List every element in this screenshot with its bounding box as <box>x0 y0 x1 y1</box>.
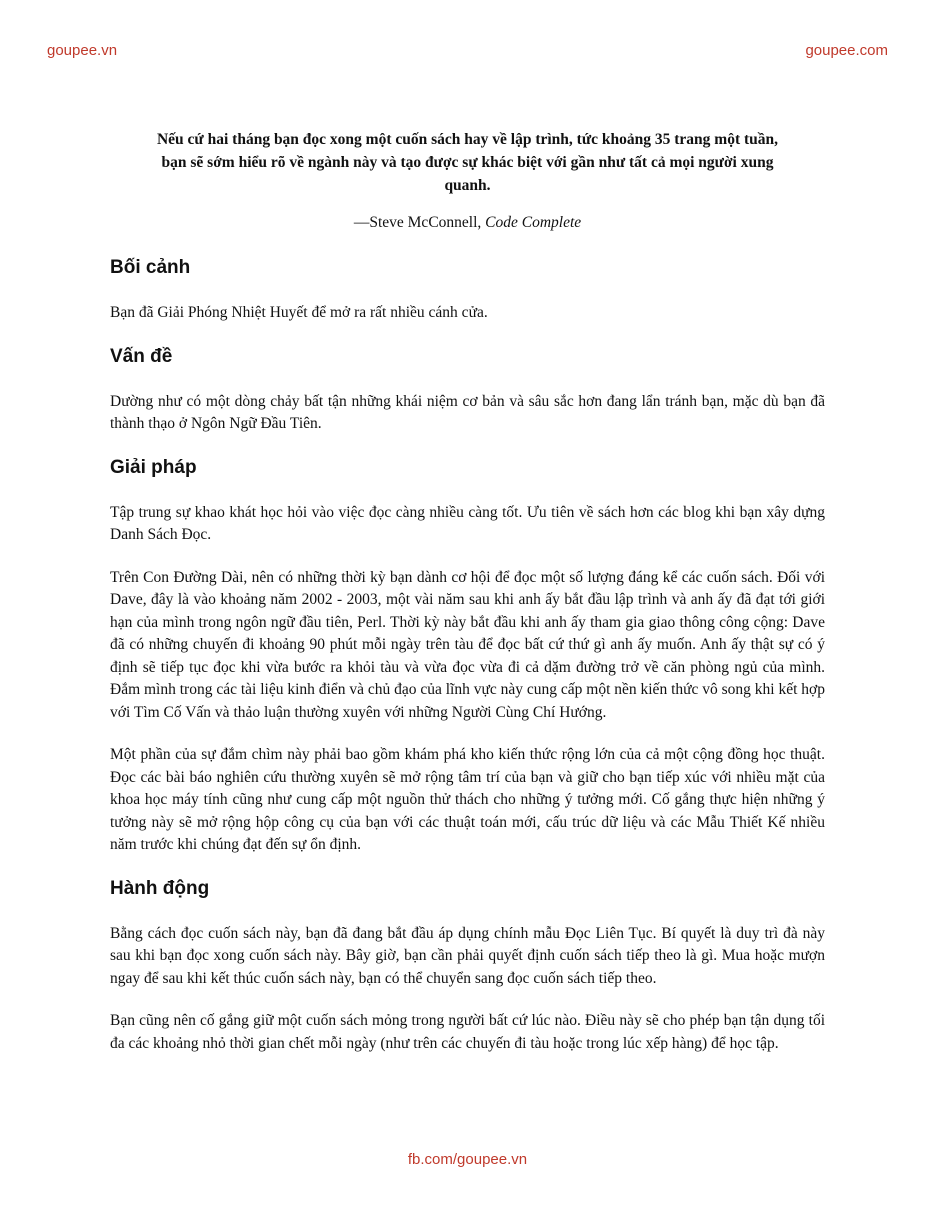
paragraph: Dường như có một dòng chảy bất tận những khái niệm cơ bản và sâu sắc hơn đang lẩn tránh bạn, mặc dù bạn đã thành thạo ở Ngôn Ngữ Đầu Tiên. <box>110 392 825 432</box>
paragraph: Bằng cách đọc cuốn sách này, bạn đã đang bắt đầu áp dụng chính mẫu Đọc Liên Tục. Bí quyết là duy trì đà này sau khi bạn đọc xong cuốn sách này. Bây giờ, bạn cần phải quyết định cuốn sách tiếp theo là gì. Mua hoặc mượn ngay để sau khi kết thúc cuốn sách này, bạn có thể chuyển sang đọc cuốn sách tiếp theo. <box>110 924 825 987</box>
main-content <box>110 256 825 1075</box>
paragraph: Trên Con Đường Dài, nên có những thời kỳ bạn dành cơ hội để đọc một số lượng đáng kể các cuốn sách. Đối với Dave, đây là vào khoảng năm 2002 - 2003, một vài năm sau khi anh ấy bắt đầu lập trình và anh ấy đã đạt tới giới hạn của mình trong ngôn ngữ đầu tiên, Perl. Thời kỳ này bắt đầu khi anh ấy tham gia giao thông công cộng: Dave đã có những chuyến đi khoảng 90 phút mỗi ngày trên tàu để đọc bất cứ thứ gì anh ấy muốn. Anh ấy thật sự có ý định sẽ tiếp tục đọc khi vừa bước ra khỏi tàu và vừa đọc vừa đi cả dặm đường trở về căn phòng ngủ của mình. Đắm mình trong các tài liệu kinh điển và chủ đạo của lĩnh vực này cung cấp một nền kiến thức vô song khi kết hợp với Tìm Cố Vấn và thảo luận thường xuyên với những Người Cùng Chí Hướng. <box>110 568 825 721</box>
section-heading: Bối cảnh <box>110 257 191 278</box>
section-solution <box>110 456 825 857</box>
section-heading: Vấn đề <box>110 345 173 367</box>
epigraph-quote: Nếu cứ hai tháng bạn đọc xong một cuốn sách hay về lập trình, tức khoảng 35 trang một tuần, bạn sẽ sớm hiểu rõ về ngành này và tạo được sự khác biệt với gần như tất cả mọi người xung quanh. <box>156 131 779 194</box>
section-action <box>110 877 825 1056</box>
paragraph: Bạn cũng nên cố gắng giữ một cuốn sách mỏng trong người bất cứ lúc nào. Điều này sẽ cho phép bạn tận dụng tối đa các khoảng nhỏ thời gian chết mỗi ngày (như trên các chuyến đi tàu hoặc trong lúc xếp hàng) để học tập. <box>110 1012 825 1052</box>
footer-link-facebook[interactable]: fb.com/goupee.vn <box>407 1151 528 1168</box>
section-problem <box>110 345 825 436</box>
epigraph-attribution <box>0 214 935 232</box>
attribution-author: —Steve McConnell, <box>353 214 486 231</box>
section-heading: Giải pháp <box>110 456 197 478</box>
attribution-book-title: Code Complete <box>485 214 582 231</box>
section-context <box>110 256 825 325</box>
paragraph: Tập trung sự khao khát học hỏi vào việc đọc càng nhiều càng tốt. Ưu tiên về sách hơn các blog khi bạn xây dựng Danh Sách Đọc. <box>110 503 825 543</box>
header-link-goupee-com[interactable]: goupee.com <box>805 42 888 59</box>
paragraph: Bạn đã Giải Phóng Nhiệt Huyết để mở ra rất nhiều cánh cửa. <box>110 304 488 321</box>
paragraph: Một phần của sự đắm chìm này phải bao gồm khám phá kho kiến thức rộng lớn của cả một cộng đồng học thuật. Đọc các bài báo nghiên cứu thường xuyên sẽ mở rộng tâm trí của bạn và giữ cho bạn tiếp xúc với nhiều mặt của khoa học máy tính cũng như cung cấp một nguồn thử thách cho những ý tưởng mới. Cố gắng thực hiện những ý tưởng này sẽ mở rộng hộp công cụ của bạn với các thuật toán mới, cấu trúc dữ liệu và các Mẫu Thiết Kế nhiều năm trước khi chúng đạt đến sự ổn định. <box>110 746 825 853</box>
section-heading: Hành động <box>110 877 210 899</box>
header-link-goupee-vn[interactable]: goupee.vn <box>47 42 118 59</box>
